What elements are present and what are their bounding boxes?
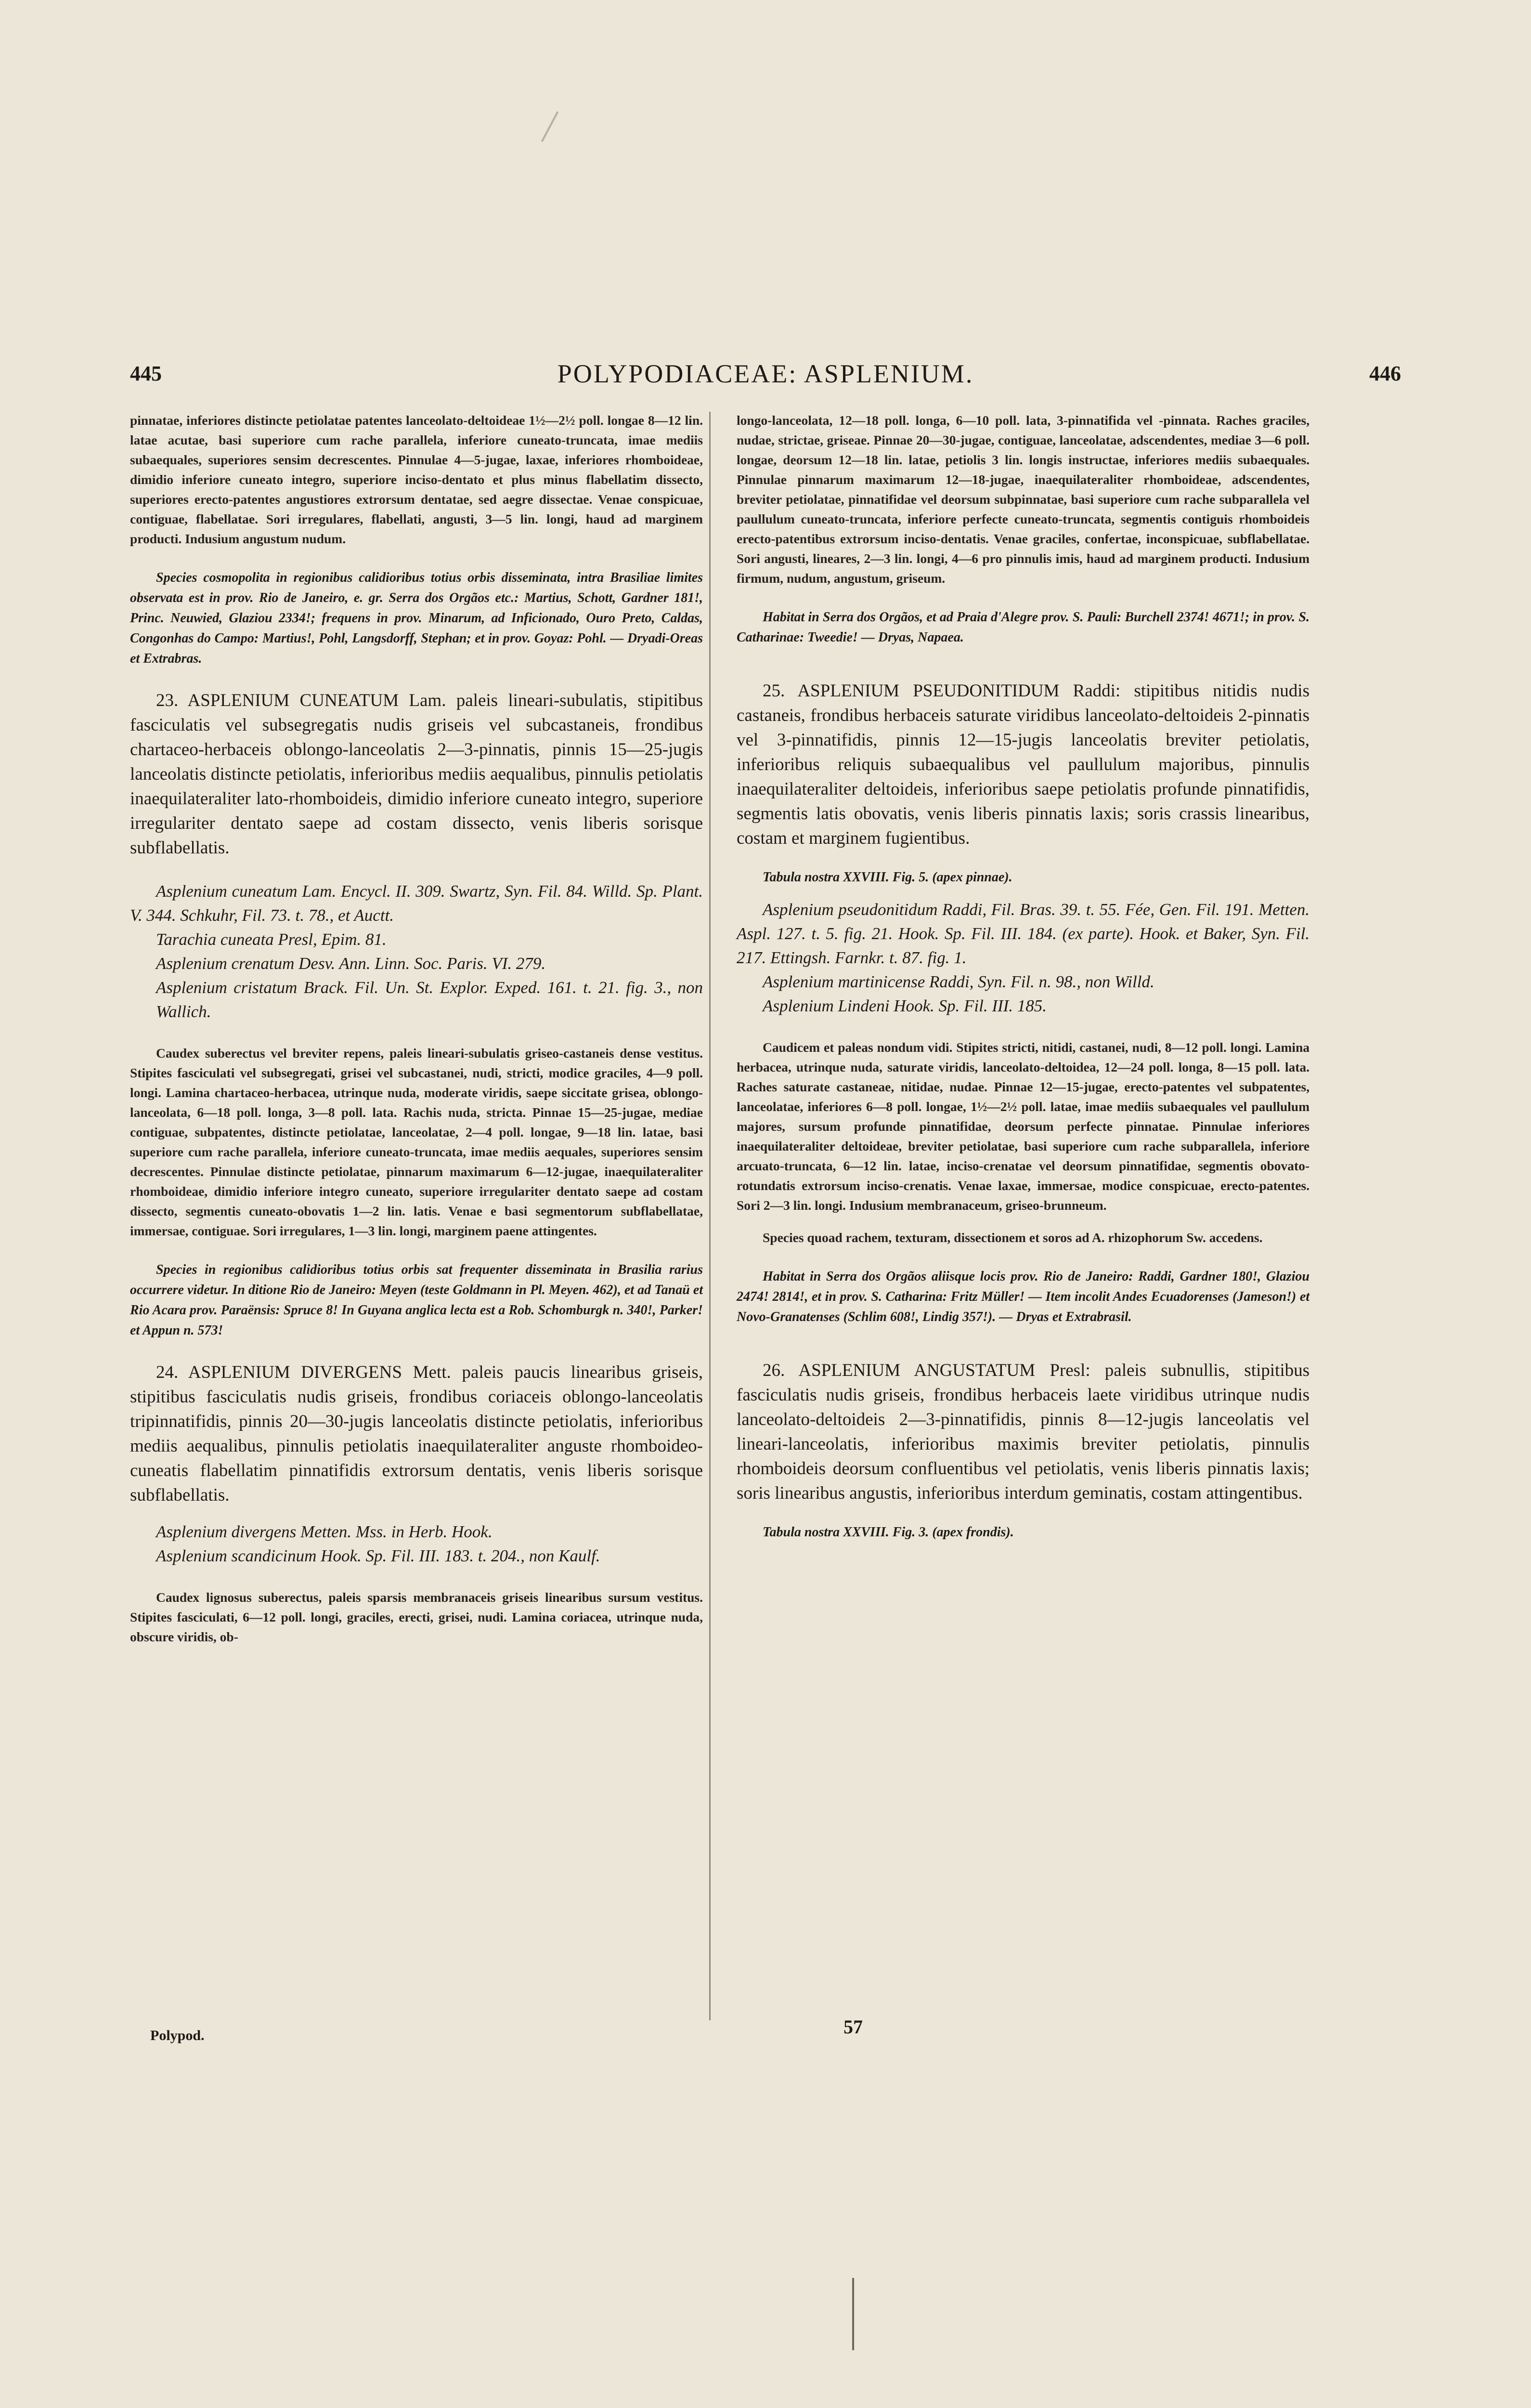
- synonym: Asplenium cuneatum Lam. Encycl. II. 309. Swartz, Syn. Fil. 84. Willd. Sp. Plant. V. 344. Schkuhr, Fil. 73. t. 78., et Auctt.: [130, 882, 703, 925]
- paper-mark: [541, 111, 558, 142]
- species-24-diagnosis: 24. ASPLENIUM DIVERGENS Mett. paleis paucis linearibus griseis, stipitibus fasciculatis nudis griseis, frondibus coriaceis oblongo-lanceolatis tripinnatifidis, pinnis 20—30-jugis lanceolatis distincte petiolatis, inferioribus mediis aequalibus, pinnulis petiolatis inaequilateraliter anguste rhomboideo-cuneatis flabellatim pinnatifidis extrorsum dentatis, venis liberis sorisque subflabellatis.: [130, 1362, 703, 1505]
- species-26-diagnosis: 26. ASPLENIUM ANGUSTATUM Presl: paleis subnullis, stipitibus fasciculatis nudis griseis, frondibus herbaceis laete viridibus utrinque nudis lanceolato-deltoideis 2—3-pinnatifidis, pinnis 8—12-jugis lanceolatis vel lineari-lanceolatis, inferioribus maximis breviter petiolatis, pinnulis rhomboideis deorsum confluentibus vel petiolatis, venis liberis pinnatis laxis; soris linearibus angustis, inferioribus interdum geminatis, costam attingentibus.: [737, 1361, 1310, 1503]
- synonym: Tarachia cuneata Presl, Epim. 81.: [156, 930, 387, 949]
- page-number-right: 446: [1369, 362, 1401, 385]
- column-divider: [709, 412, 711, 2020]
- running-header: [130, 359, 1401, 397]
- species-24-description: Caudex lignosus suberectus, paleis sparsis membranaceis griseis linearibus sursum vestitus. Stipites fasciculati, 6—12 poll. longi, graciles, erecti, grisei, nudi. Lamina coriacea, utrinque nuda, obscure viridis, ob-: [130, 1590, 703, 1644]
- habitat-note: Species in regionibus calidioribus totius orbis sat frequenter disseminata in Brasilia rarius occurrere videtur. In ditione Rio de Janeiro: Meyen (teste Goldmann in Pl. Meyen. 462), et ad Tanaü et Rio Acara prov. Paraënsis: Spruce 8! In Guyana anglica lecta est a Rob. Schomburgk n. 340!, Parker! et Appun n. 573!: [130, 1262, 703, 1338]
- synonym: Asplenium divergens Metten. Mss. in Herb. Hook.: [156, 1522, 493, 1541]
- synonym: Asplenium Lindeni Hook. Sp. Fil. III. 185.: [763, 996, 1047, 1015]
- page-number-left: 445: [130, 362, 162, 385]
- synonym: Asplenium cristatum Brack. Fil. Un. St. Explor. Exped. 161. t. 21. fig. 3., non Wallich.: [156, 978, 703, 1021]
- description-continued: pinnatae, inferiores distincte petiolatae patentes lanceolato-deltoideae 1½—2½ poll. longae 8—12 lin. latae acutae, basi superiore cum rache parallela, inferiore cuneato-truncata, imae mediis subaequales, superiores sensim decrescentes. Pinnulae 4—5-jugae, laxae, inferiores rhomboideae, dimidio inferiore cuneato integro, superiore inciso-dentato et plus minus flabellatim dissecto, superiores erecto-patentes angustiores extrorsum dentatae, sed aegre dissectae. Venae conspicuae, contiguae, flabellatae. Sori irregulares, flabellati, angusti, 3—5 lin. longi, haud ad marginem producti. Indusium angustum nudum.: [130, 413, 703, 546]
- species-note: Species quoad rachem, texturam, dissectionem et soros ad A. rhizophorum Sw. accedens.: [763, 1230, 1263, 1245]
- sheet-number: 57: [843, 2016, 863, 2038]
- left-column: [130, 410, 703, 1647]
- margin-mark: [852, 2278, 854, 2350]
- species-25-diagnosis: 25. ASPLENIUM PSEUDONITIDUM Raddi: stipitibus nitidis nudis castaneis, frondibus herbaceis saturate viridibus lanceolato-deltoideis 2-pinnatis vel 3-pinnatifidis, pinnis 12—15-jugis lanceolatis breviter petiolatis, inferioribus reliquis subaequalibus vel paullulum majoribus, pinnulis inaequilateraliter deltoideis, inferioribus saepe petiolatis profunde pinnatifidis, segmentis latis obovatis, venis liberis pinnatis laxis; soris crassis linearibus, costam et marginem fugientibus.: [737, 681, 1310, 848]
- habitat-note: Habitat in Serra dos Orgãos aliisque locis prov. Rio de Janeiro: Raddi, Gardner 180!, Glaziou 2474! 2814!, et in prov. S. Catharina: Fritz Müller! — Item incolit Andes Ecuadorenses (Jameson!) et Novo-Granatenses (Schlim 608!, Lindig 357!). — Dryas et Extrabrasil.: [737, 1269, 1310, 1324]
- species-23-description: Caudex suberectus vel breviter repens, paleis lineari-subulatis griseo-castaneis dense vestitus. Stipites fasciculati vel subsegregati, grisei vel subcastanei, nudi, stricti, modice graciles, 4—9 poll. longi. Lamina chartaceo-herbacea, utrinque nuda, moderate viridis, saepe siccitate grisea, oblongo-lanceolata, 6—18 poll. longa, 3—8 poll. lata. Rachis nuda, stricta. Pinnae 15—25-jugae, mediae contiguae, subpatentes, distincte petiolatae, lanceolatae, 2—4 poll. longae, 9—18 lin. latae, basi superiore cum rache parallela, inferiore cuneato-truncata, imae mediis aequales, superiores sensim decrescentes. Pinnulae distincte petiolatae, pinnarum maximarum 6—12-jugae, inaequilateraliter rhomboideae, dimidio inferiore integro cuneato, superiore irregulariter dentato saepe ad costam dissecto, segmentis cuneato-obovatis 1—2 lin. latis. Venae e basi segmentorum subflabellatae, immersae, contiguae. Sori irregulares, 1—3 lin. longi, marginem paene attingentes.: [130, 1046, 703, 1238]
- species-25-description: Caudicem et paleas nondum vidi. Stipites stricti, nitidi, castanei, nudi, 8—12 poll. longi. Lamina herbacea, utrinque nuda, saturate viridis, lanceolato-deltoidea, 12—24 poll. longa, 8—15 poll. lata. Raches saturate castaneae, nitidae, nudae. Pinnae 12—15-jugae, erecto-patentes vel subpatentes, lanceolatae, inferiores 6—8 poll. longae, 1½—2½ poll. latae, imae mediis subaequales vel paullulum majores, sursum profunde pinnatifidae, deorsum perfecte pinnatae. Pinnulae inferiores inaequilateraliter deltoideae, breviter petiolatae, basi superiore cum rache subparallela, inferiore arcuato-truncata, 6—12 lin. latae, inciso-crenatae vel deorsum pinnatifidae, segmentis obovato-rotundatis extrorsum inciso-crenatis. Venae laxae, immersae, modice conspicuae, erecto-patentes. Sori 2—3 lin. longi. Indusium membranaceum, griseo-brunneum.: [737, 1040, 1310, 1213]
- species-23-diagnosis: 23. ASPLENIUM CUNEATUM Lam. paleis lineari-subulatis, stipitibus fasciculatis vel subsegregatis nudis griseis vel subcastaneis, frondibus chartaceo-herbaceis oblongo-lanceolatis 2—3-pinnatis, pinnis 15—25-jugis lanceolatis distincte petiolatis, inferioribus mediis aequalibus, pinnulis petiolatis inaequilateraliter lato-rhomboideis, dimidio inferiore cuneato integro, superiore irregulariter dentato saepe ad costam dissecto, venis liberis sorisque subflabellatis.: [130, 691, 703, 858]
- signature-mark: Polypod.: [150, 2028, 205, 2043]
- habitat-note: Habitat in Serra dos Orgãos, et ad Praia d'Alegre prov. S. Pauli: Burchell 2374! 4671!; in prov. S. Catharinae: Tweedie! — Dryas, Napaea.: [737, 610, 1310, 645]
- synonym: Asplenium crenatum Desv. Ann. Linn. Soc. Paris. VI. 279.: [156, 954, 546, 973]
- description-continued: longo-lanceolata, 12—18 poll. longa, 6—10 poll. lata, 3-pinnatifida vel -pinnata. Raches graciles, nudae, strictae, griseae. Pinnae 20—30-jugae, contiguae, lanceolatae, adscendentes, mediae 3—6 poll. longae, deorsum 12—18 lin. latae, petiolis 3 lin. longis instructae, inferiores mediis subaequales. Pinnulae pinnarum maximarum 12—18-jugae, inaequilateraliter rhomboideae, adscendentes, breviter petiolatae, pinnatifidae vel deorsum subpinnatae, basi superiore cum rache subparallela vel paullulum cuneato-truncata, inferiore perfecte cuneato-truncata, segmentis contiguis rhomboideis erecto-patentibus extrorsum inciso-dentatis. Venae graciles, confertae, inconspicuae, subflabellatae. Sori angusti, lineares, 2—3 lin. longi, 4—6 pro pinnulis imis, haud ad marginem producti. Indusium firmum, nudum, angustum, griseum.: [737, 413, 1310, 586]
- running-title: POLYPODIACEAE: ASPLENIUM.: [557, 359, 974, 388]
- plate-reference: Tabula nostra XXVIII. Fig. 5. (apex pinnae).: [763, 870, 1012, 885]
- right-column: [737, 410, 1310, 1540]
- synonym: Asplenium pseudonitidum Raddi, Fil. Bras. 39. t. 55. Fée, Gen. Fil. 191. Metten. Aspl. 127. t. 5. fig. 21. Hook. Sp. Fil. III. 184. (ex parte). Hook. et Baker, Syn. Fil. 217. Ettingsh. Farnkr. t. 87. fig. 1.: [737, 900, 1310, 967]
- synonym: Asplenium martinicense Raddi, Syn. Fil. n. 98., non Willd.: [763, 972, 1155, 991]
- synonym: Asplenium scandicinum Hook. Sp. Fil. III. 183. t. 204., non Kaulf.: [156, 1546, 600, 1565]
- habitat-note: Species cosmopolita in regionibus calidioribus totius orbis disseminata, intra Brasiliae limites observata est in prov. Rio de Janeiro, e. gr. Serra dos Orgãos etc.: Martius, Schott, Gardner 181!, Princ. Neuwied, Glaziou 2334!; frequens in prov. Minarum, ad Inficionado, Ouro Preto, Caldas, Congonhas do Campo: Martius!, Pohl, Langsdorff, Stephan; et in prov. Goyaz: Pohl. — Dryadi-Oreas et Extrabras.: [130, 570, 703, 666]
- plate-reference: Tabula nostra XXVIII. Fig. 3. (apex frondis).: [763, 1525, 1014, 1540]
